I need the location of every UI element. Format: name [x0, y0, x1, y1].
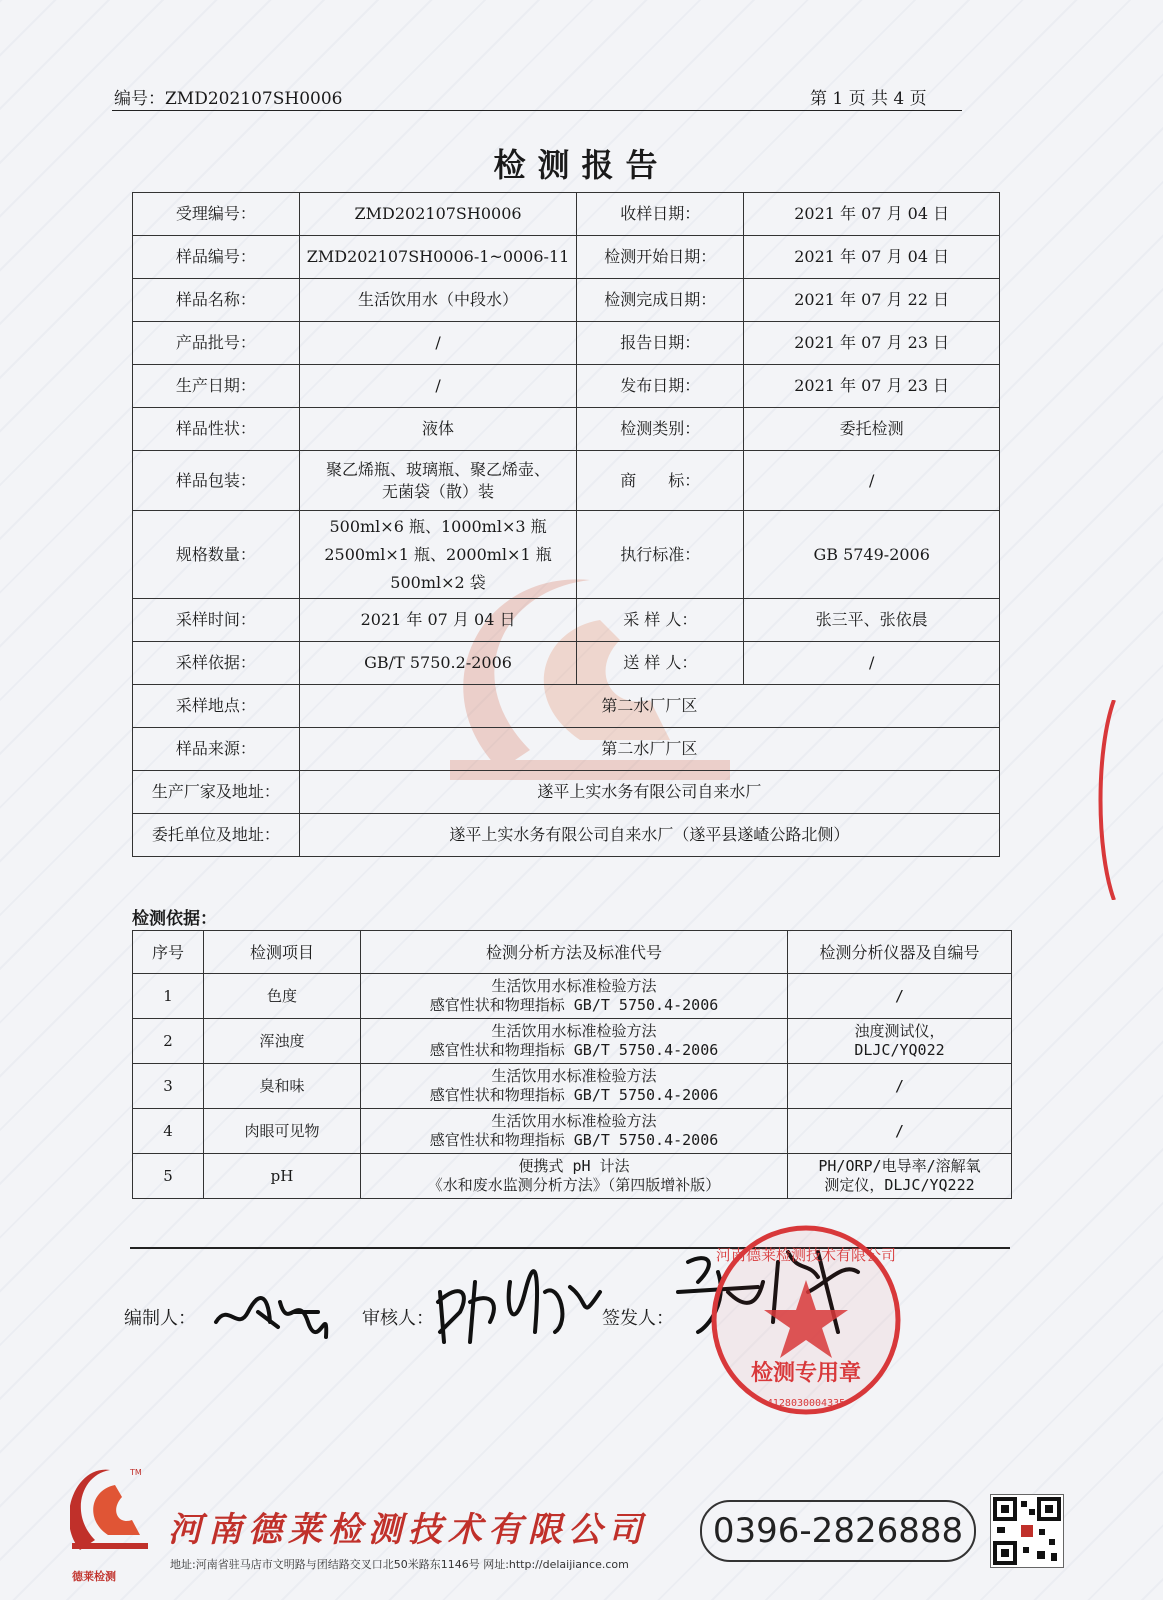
info-value: GB 5749-2006 [744, 511, 1000, 599]
test-method [361, 1109, 788, 1154]
table-row [133, 1019, 1012, 1064]
info-value: / [299, 322, 576, 365]
packaging-line: 聚乙烯瓶、玻璃瓶、聚乙烯壶、 [326, 459, 551, 479]
info-row [133, 193, 1000, 236]
info-value: 遂平上实水务有限公司自来水厂 [299, 771, 999, 814]
info-row [133, 279, 1000, 322]
table-row [133, 1109, 1012, 1154]
company-logo-icon [70, 1465, 150, 1565]
info-label: 样品包装： [133, 451, 300, 511]
info-row [133, 236, 1000, 279]
info-label: 样品来源： [133, 728, 300, 771]
info-value: / [744, 451, 1000, 511]
report-title: 检测报告 [493, 146, 670, 184]
test-item: 臭和味 [204, 1064, 361, 1109]
test-item: 浑浊度 [204, 1019, 361, 1064]
info-value: 2021 年 07 月 23 日 [744, 365, 1000, 408]
info-row [133, 451, 1000, 511]
svg-text:河南德莱检测技术有限公司: 河南德莱检测技术有限公司 [715, 1246, 897, 1264]
info-value: 生活饮用水（中段水） [299, 279, 576, 322]
info-value: 2021 年 07 月 04 日 [744, 193, 1000, 236]
test-method [361, 1154, 788, 1199]
info-value: ZMD202107SH0006-1~0006-11 [299, 236, 576, 279]
info-value: GB/T 5750.2-2006 [299, 642, 576, 685]
row-number: 5 [133, 1154, 204, 1199]
trademark-mark: TM [130, 1468, 142, 1477]
info-value: 第二水厂厂区 [299, 685, 999, 728]
info-label: 规格数量： [133, 511, 300, 599]
info-value: 委托检测 [744, 408, 1000, 451]
info-row [133, 365, 1000, 408]
info-row [133, 511, 1000, 599]
info-row [133, 599, 1000, 642]
table-row [133, 1154, 1012, 1199]
info-label: 委托单位及地址： [133, 814, 300, 857]
edge-seal-fragment-icon [1096, 700, 1116, 900]
info-label: 采样时间： [133, 599, 300, 642]
info-label: 商 标： [577, 451, 744, 511]
instrument-line: DLJC/YQ022 [854, 1041, 945, 1059]
info-label: 采样依据： [133, 642, 300, 685]
method-line: 生活饮用水标准检验方法 [491, 1112, 657, 1130]
test-item: 色度 [204, 974, 361, 1019]
phone-number: 0396-2826888 [700, 1500, 976, 1562]
info-label: 发布日期： [577, 365, 744, 408]
report-number: 编号：ZMD202107SH0006 [114, 89, 343, 109]
test-instrument [788, 1154, 1012, 1199]
info-value: 2021 年 07 月 22 日 [744, 279, 1000, 322]
test-instrument [788, 1109, 1012, 1154]
info-row [133, 728, 1000, 771]
instrument-line: 测定仪，DLJC/YQ222 [824, 1176, 975, 1194]
compiler-label: 编制人： [124, 1308, 196, 1329]
test-method [361, 1019, 788, 1064]
info-value: ZMD202107SH0006 [299, 193, 576, 236]
svg-text:检测专用章: 检测专用章 [750, 1361, 862, 1386]
info-row [133, 322, 1000, 365]
row-number: 2 [133, 1019, 204, 1064]
table-row [133, 1064, 1012, 1109]
info-label: 执行标准： [577, 511, 744, 599]
test-basis-table [132, 930, 1012, 1199]
info-label: 样品名称： [133, 279, 300, 322]
method-line: 感官性状和物理指标 GB/T 5750.4-2006 [429, 1041, 719, 1059]
info-value: 2021 年 07 月 04 日 [744, 236, 1000, 279]
instrument-line: / [894, 1076, 905, 1095]
test-item: 肉眼可见物 [204, 1109, 361, 1154]
row-number: 4 [133, 1109, 204, 1154]
header-rule [112, 110, 962, 111]
method-line: 便携式 pH 计法 [518, 1157, 630, 1175]
page-indicator: 第 1 页 共 4 页 [810, 89, 927, 109]
info-row [133, 408, 1000, 451]
column-header: 检测分析仪器及自编号 [788, 931, 1012, 974]
info-row [133, 642, 1000, 685]
qr-code-icon [990, 1494, 1064, 1568]
method-line: 感官性状和物理指标 GB/T 5750.4-2006 [429, 1086, 719, 1104]
test-method [361, 1064, 788, 1109]
info-label: 受理编号： [133, 193, 300, 236]
method-line: 生活饮用水标准检验方法 [491, 1067, 657, 1085]
info-row [133, 814, 1000, 857]
test-method [361, 974, 788, 1019]
info-label: 采 样 人： [577, 599, 744, 642]
column-header: 检测分析方法及标准代号 [361, 931, 788, 974]
info-label: 生产厂家及地址： [133, 771, 300, 814]
spec-line: 500ml×2 袋 [390, 572, 486, 592]
sample-info-table [132, 192, 1000, 857]
info-value: 第二水厂厂区 [299, 728, 999, 771]
info-label: 样品编号： [133, 236, 300, 279]
method-line: 感官性状和物理指标 GB/T 5750.4-2006 [429, 1131, 719, 1149]
official-seal-icon [706, 1220, 906, 1420]
info-row [133, 771, 1000, 814]
info-label: 检测类别： [577, 408, 744, 451]
info-label: 样品性状： [133, 408, 300, 451]
method-line: 感官性状和物理指标 GB/T 5750.4-2006 [429, 996, 719, 1014]
info-value: / [744, 642, 1000, 685]
info-row [133, 685, 1000, 728]
spec-line: 500ml×6 瓶、1000ml×3 瓶 [329, 516, 547, 536]
method-line: 《水和废水监测分析方法》（第四版增补版） [427, 1176, 721, 1194]
company-address: 地址:河南省驻马店市文明路与团结路交叉口北50米路东1146号 网址:http://delaijiance.com [170, 1558, 629, 1571]
brand-name: 德莱检测 [72, 1570, 116, 1583]
info-label: 送 样 人： [577, 642, 744, 685]
info-label: 收样日期： [577, 193, 744, 236]
instrument-line: 浊度测试仪， [854, 1022, 945, 1040]
company-name: 河南德莱检测技术有限公司 [168, 1510, 648, 1550]
test-item: pH [204, 1154, 361, 1199]
spec-line: 2500ml×1 瓶、2000ml×1 瓶 [324, 544, 552, 564]
info-label: 生产日期： [133, 365, 300, 408]
info-value: / [299, 365, 576, 408]
test-instrument [788, 974, 1012, 1019]
info-value [299, 511, 576, 599]
instrument-line: / [894, 1121, 905, 1140]
info-value [299, 451, 576, 511]
instrument-line: PH/ORP/电导率/溶解氧 [818, 1157, 981, 1175]
compiler-signature-icon [208, 1282, 338, 1352]
column-header: 序号 [133, 931, 204, 974]
column-header: 检测项目 [204, 931, 361, 974]
table-row [133, 974, 1012, 1019]
table-header-row [133, 931, 1012, 974]
info-label: 检测完成日期： [577, 279, 744, 322]
reviewer-signature-icon [430, 1262, 610, 1352]
row-number: 1 [133, 974, 204, 1019]
info-value: 2021 年 07 月 04 日 [299, 599, 576, 642]
svg-text:4128030004335: 4128030004335 [766, 1398, 846, 1409]
info-label: 报告日期： [577, 322, 744, 365]
info-label: 采样地点： [133, 685, 300, 728]
issuer-label: 签发人： [602, 1308, 674, 1329]
basis-section-title: 检测依据： [132, 909, 217, 929]
reviewer-label: 审核人： [362, 1308, 434, 1329]
instrument-line: / [894, 986, 905, 1005]
row-number: 3 [133, 1064, 204, 1109]
info-value: 2021 年 07 月 23 日 [744, 322, 1000, 365]
info-value: 张三平、张依晨 [744, 599, 1000, 642]
test-instrument [788, 1064, 1012, 1109]
info-value: 遂平上实水务有限公司自来水厂（遂平县遂嵖公路北侧） [299, 814, 999, 857]
method-line: 生活饮用水标准检验方法 [491, 1022, 657, 1040]
info-value: 液体 [299, 408, 576, 451]
packaging-line: 无菌袋（散）装 [382, 481, 495, 501]
method-line: 生活饮用水标准检验方法 [491, 977, 657, 995]
test-instrument [788, 1019, 1012, 1064]
info-label: 检测开始日期： [577, 236, 744, 279]
info-label: 产品批号： [133, 322, 300, 365]
